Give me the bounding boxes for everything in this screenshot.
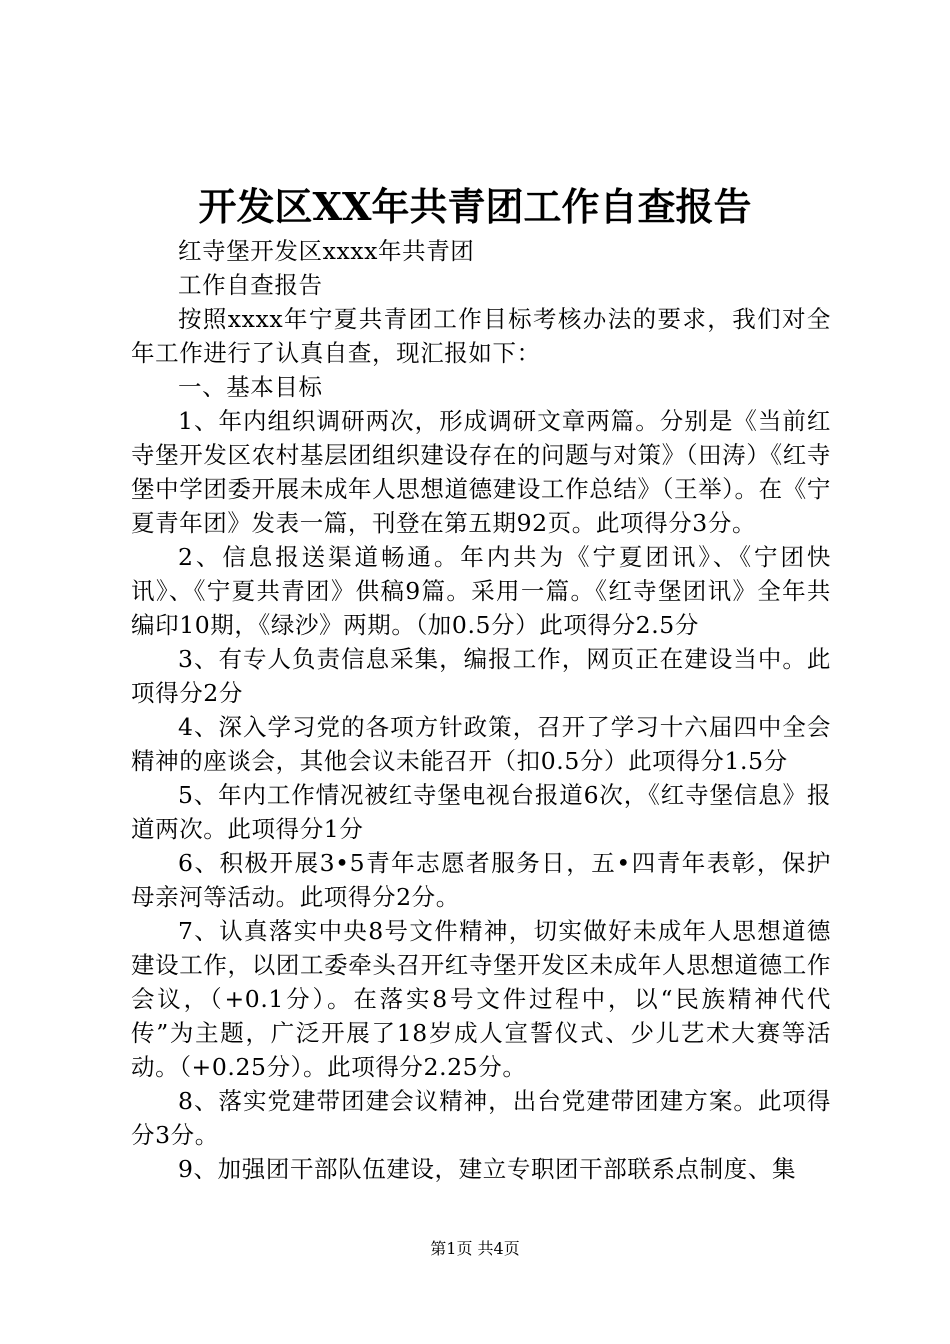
item-paragraph-4: 4、深入学习党的各项方针政策，召开了学习十六届四中全会精神的座谈会，其他会议未能召开（扣0.5分）此项得分1.5分: [131, 713, 831, 775]
item-paragraph-8: 8、落实党建带团建会议精神，出台党建带团建方案。此项得分3分。: [131, 1087, 831, 1149]
intro-paragraph: 按照xxxx年宁夏共青团工作目标考核办法的要求，我们对全年工作进行了认真自查，现汇报如下：: [131, 305, 831, 367]
document-body: [131, 234, 831, 1186]
section-heading: 一、基本目标: [178, 373, 323, 401]
subtitle-line: 工作自查报告: [178, 271, 323, 299]
item-paragraph-9: 9、加强团干部队伍建设，建立专职团干部联系点制度、集: [178, 1155, 797, 1183]
item-paragraph-3: 3、有专人负责信息采集，编报工作，网页正在建设当中。此项得分2分: [131, 645, 831, 707]
document-title: 开发区XX年共青团工作自查报告: [198, 184, 752, 229]
item-paragraph-1: 1、年内组织调研两次，形成调研文章两篇。分别是《当前红寺堡开发区农村基层团组织建设存在的问题与对策》（田涛）《红寺堡中学团委开展未成年人思想道德建设工作总结》（王举）。在《宁夏青年团》发表一篇，刊登在第五期92页。此项得分3分。: [131, 407, 831, 537]
org-line: 红寺堡开发区xxxx年共青团: [178, 237, 475, 265]
page-number: 第1页 共4页: [430, 1239, 520, 1258]
item-paragraph-2: 2、信息报送渠道畅通。年内共为《宁夏团讯》、《宁团快讯》、《宁夏共青团》供稿9篇。采用一篇。《红寺堡团讯》全年共编印10期，《绿沙》两期。（加0.5分）此项得分2.5分: [131, 543, 831, 639]
item-paragraph-7: 7、认真落实中央8号文件精神，切实做好未成年人思想道德建设工作，以团工委牵头召开红寺堡开发区未成年人思想道德工作会议，（+0.1分）。在落实8号文件过程中，以“民族精神代代传”为主题，广泛开展了18岁成人宣誓仪式、少儿艺术大赛等活动。（+0.25分）。此项得分2.25分。: [131, 917, 831, 1081]
item-paragraph-6: 6、积极开展3•5青年志愿者服务日，五•四青年表彰，保护母亲河等活动。此项得分2分。: [131, 849, 831, 911]
item-paragraph-5: 5、年内工作情况被红寺堡电视台报道6次，《红寺堡信息》报道两次。此项得分1分: [131, 781, 831, 843]
